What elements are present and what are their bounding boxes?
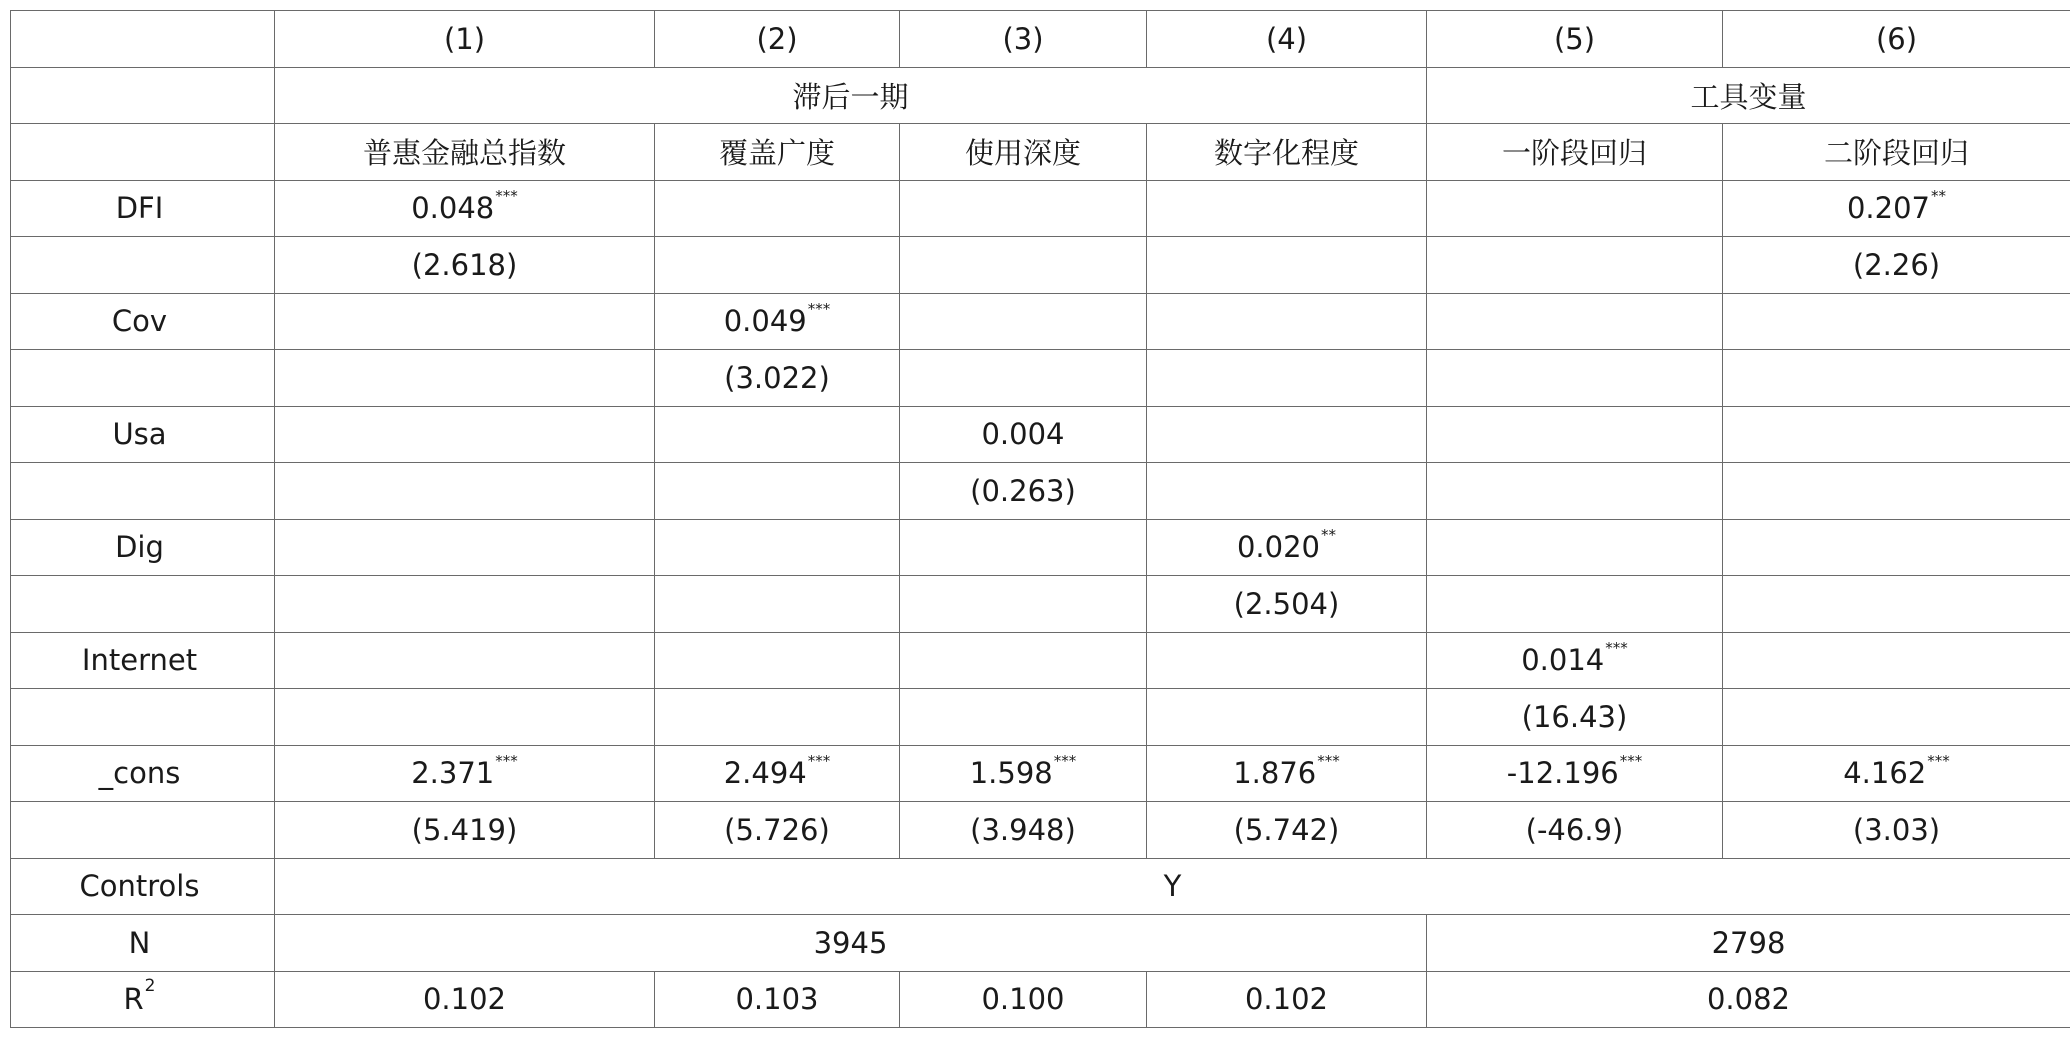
col-name: 普惠金融总指数 (275, 124, 655, 181)
corner-cell (11, 11, 275, 68)
empty-cell (1147, 180, 1427, 237)
row-label: Usa (11, 406, 275, 463)
r2-value: 0.103 (655, 971, 900, 1028)
empty-cell (1723, 632, 2070, 689)
coef-cell (1427, 632, 1723, 689)
empty-cell (11, 802, 275, 859)
significance-stars: *** (1317, 752, 1340, 771)
table-row (11, 406, 2070, 463)
t-stat-cell: (3.948) (900, 802, 1147, 859)
empty-cell (1427, 293, 1723, 350)
t-stat-cell: (2.26) (1723, 237, 2070, 294)
col-number: (4) (1147, 11, 1427, 68)
empty-cell (275, 689, 655, 746)
empty-cell (655, 180, 900, 237)
controls-value: Y (275, 858, 2070, 915)
empty-cell (275, 576, 655, 633)
t-stat-cell: (0.263) (900, 463, 1147, 520)
empty-cell (900, 293, 1147, 350)
col-number: (3) (900, 11, 1147, 68)
empty-cell (1723, 519, 2070, 576)
col-name: 一阶段回归 (1427, 124, 1723, 181)
row-label: N (11, 915, 275, 972)
empty-cell (1723, 689, 2070, 746)
empty-cell (900, 180, 1147, 237)
n-value-lag: 3945 (275, 915, 1427, 972)
n-value-iv: 2798 (1427, 915, 2070, 972)
significance-stars: *** (1053, 752, 1077, 771)
r2-label-base: R (123, 982, 144, 1017)
r2-value: 0.102 (275, 971, 655, 1028)
empty-cell (1427, 519, 1723, 576)
group-label-iv: 工具变量 (1427, 67, 2070, 124)
coef-value: 1.876 (1233, 756, 1317, 791)
empty-cell (1147, 406, 1427, 463)
table-row (11, 971, 2070, 1028)
t-stat-cell: (2.504) (1147, 576, 1427, 633)
r2-value: 0.100 (900, 971, 1147, 1028)
significance-stars: *** (1927, 752, 1950, 771)
t-stat-cell: (5.726) (655, 802, 900, 859)
empty-cell (900, 576, 1147, 633)
table-row (11, 519, 2070, 576)
t-stat-cell: (5.419) (275, 802, 655, 859)
empty-cell (655, 237, 900, 294)
coef-value: 1.598 (969, 756, 1053, 791)
coef-cell (900, 406, 1147, 463)
coef-cell (655, 293, 900, 350)
empty-cell (655, 463, 900, 520)
empty-cell (1427, 180, 1723, 237)
coef-cell (275, 180, 655, 237)
empty-cell (275, 519, 655, 576)
significance-stars: *** (807, 300, 831, 319)
empty-cell (1147, 689, 1427, 746)
empty-cell (11, 689, 275, 746)
empty-cell (1723, 576, 2070, 633)
row-label: Controls (11, 858, 275, 915)
coef-value: 0.207 (1846, 191, 1931, 226)
table-row (11, 463, 2070, 520)
coef-cell (1723, 180, 2070, 237)
coef-value: 4.162 (1843, 756, 1927, 791)
coef-cell (1427, 745, 1723, 802)
coef-value: 0.014 (1521, 643, 1605, 678)
empty-cell (900, 237, 1147, 294)
significance-stars: ** (1321, 526, 1337, 545)
empty-cell (1427, 406, 1723, 463)
table-row (11, 237, 2070, 294)
significance-stars: *** (1605, 639, 1628, 658)
empty-cell (11, 124, 275, 181)
col-number: (1) (275, 11, 655, 68)
col-number: (5) (1427, 11, 1723, 68)
coef-cell (1147, 519, 1427, 576)
empty-cell (1723, 463, 2070, 520)
coef-value: 0.020 (1236, 530, 1321, 565)
empty-cell (655, 519, 900, 576)
t-stat-cell: (-46.9) (1427, 802, 1723, 859)
table-row (11, 689, 2070, 746)
empty-cell (1147, 350, 1427, 407)
coef-cell (655, 745, 900, 802)
col-number: (2) (655, 11, 900, 68)
empty-cell (11, 237, 275, 294)
t-stat-cell: (3.03) (1723, 802, 2070, 859)
empty-cell (1723, 406, 2070, 463)
t-stat-cell: (5.742) (1147, 802, 1427, 859)
r2-value: 0.102 (1147, 971, 1427, 1028)
empty-cell (1427, 350, 1723, 407)
empty-cell (275, 632, 655, 689)
table-row (11, 293, 2070, 350)
empty-cell (900, 689, 1147, 746)
table-row (11, 745, 2070, 802)
empty-cell (275, 463, 655, 520)
row-label: _cons (11, 745, 275, 802)
col-name: 覆盖广度 (655, 124, 900, 181)
row-label: Cov (11, 293, 275, 350)
header-row-groups (11, 67, 2070, 124)
significance-stars: *** (495, 187, 518, 206)
empty-cell (900, 632, 1147, 689)
row-label: Dig (11, 519, 275, 576)
col-name: 使用深度 (900, 124, 1147, 181)
table-row (11, 180, 2070, 237)
coef-cell (275, 745, 655, 802)
col-number: (6) (1723, 11, 2070, 68)
t-stat-cell: (2.618) (275, 237, 655, 294)
significance-stars: *** (495, 752, 518, 771)
empty-cell (1147, 632, 1427, 689)
table-row (11, 350, 2070, 407)
empty-cell (1427, 576, 1723, 633)
table-row (11, 632, 2070, 689)
empty-cell (1723, 350, 2070, 407)
row-label: Internet (11, 632, 275, 689)
empty-cell (900, 519, 1147, 576)
coef-value: 2.371 (411, 756, 495, 791)
coef-cell (900, 745, 1147, 802)
empty-cell (1147, 237, 1427, 294)
empty-cell (1147, 463, 1427, 520)
empty-cell (275, 350, 655, 407)
header-row-col-numbers (11, 11, 2070, 68)
significance-stars: *** (1619, 752, 1643, 771)
empty-cell (1147, 293, 1427, 350)
coef-cell (1723, 745, 2070, 802)
empty-cell (1723, 293, 2070, 350)
empty-cell (11, 350, 275, 407)
table-row (11, 802, 2070, 859)
significance-stars: *** (807, 752, 831, 771)
coef-cell (1147, 745, 1427, 802)
empty-cell (655, 689, 900, 746)
coef-value: 2.494 (723, 756, 807, 791)
empty-cell (1427, 237, 1723, 294)
col-name: 二阶段回归 (1723, 124, 2070, 181)
header-row-col-names (11, 124, 2070, 181)
col-name: 数字化程度 (1147, 124, 1427, 181)
coef-value: 0.048 (411, 191, 495, 226)
empty-cell (900, 350, 1147, 407)
empty-cell (275, 293, 655, 350)
row-label (11, 971, 275, 1028)
coef-value: 0.004 (981, 417, 1065, 452)
empty-cell (655, 406, 900, 463)
empty-cell (275, 406, 655, 463)
regression-table (10, 10, 2070, 1028)
r2-label-superscript: 2 (144, 976, 156, 997)
table-row (11, 858, 2070, 915)
coef-value: 0.049 (723, 304, 807, 339)
t-stat-cell: (16.43) (1427, 689, 1723, 746)
table-row (11, 576, 2070, 633)
empty-cell (655, 576, 900, 633)
table-row (11, 915, 2070, 972)
coef-value: -12.196 (1506, 756, 1619, 791)
empty-cell (11, 67, 275, 124)
significance-stars: ** (1931, 187, 1947, 206)
group-label-lag: 滞后一期 (275, 67, 1427, 124)
r2-value-iv: 0.082 (1427, 971, 2070, 1028)
empty-cell (655, 632, 900, 689)
t-stat-cell: (3.022) (655, 350, 900, 407)
row-label: DFI (11, 180, 275, 237)
empty-cell (11, 576, 275, 633)
empty-cell (1427, 463, 1723, 520)
empty-cell (11, 463, 275, 520)
